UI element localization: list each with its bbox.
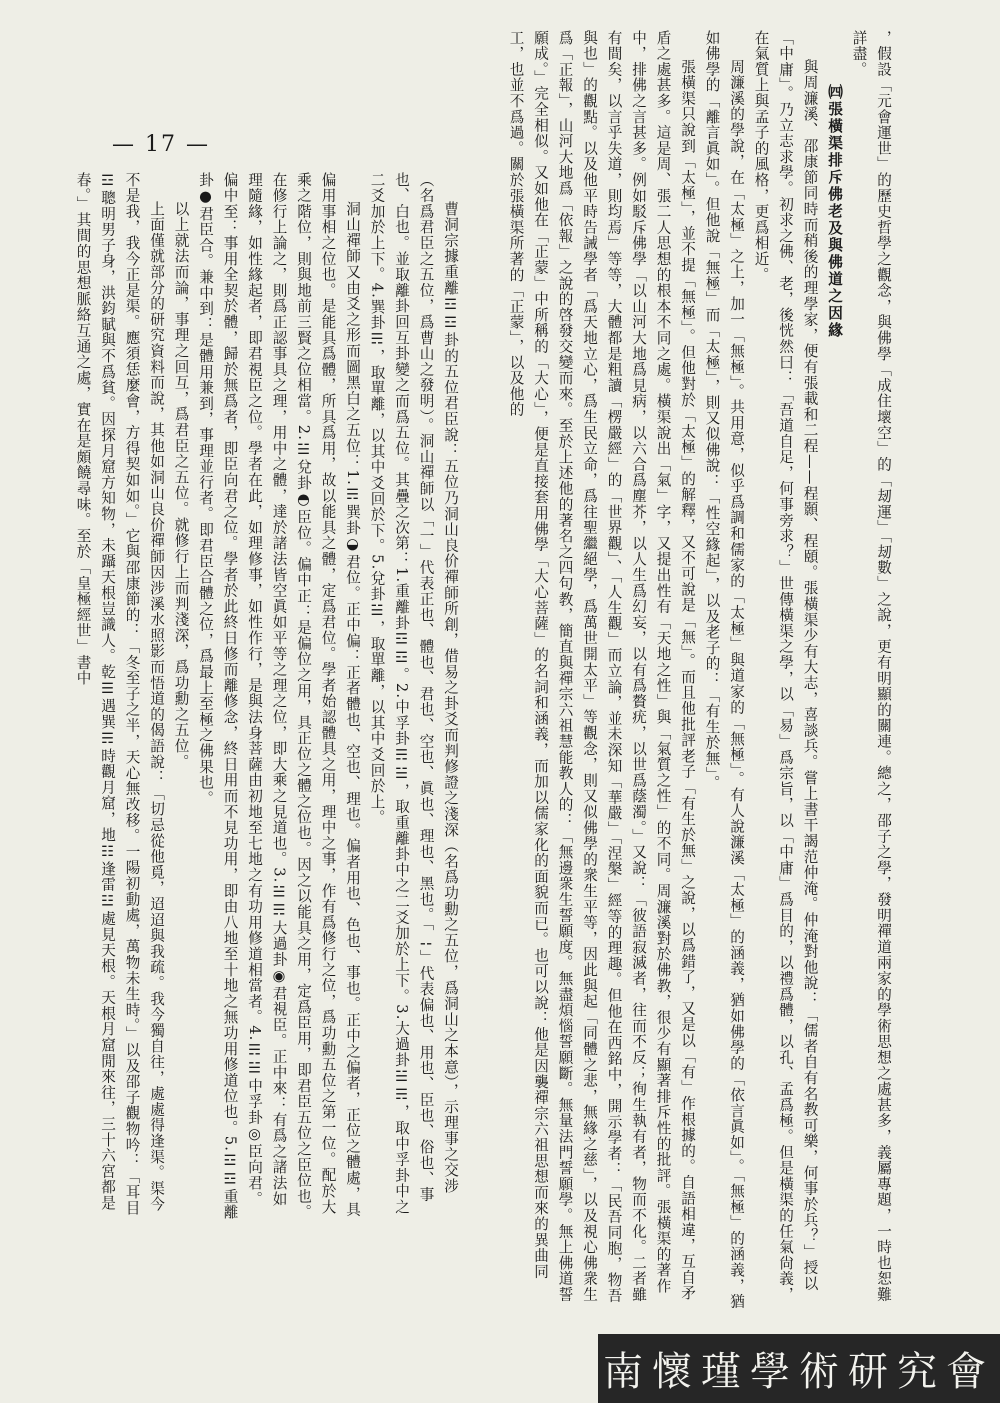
paragraph-zhang-hengqu: 與周濂溪、邵康節同時而稍後的理學家，便有張載和二程——程顥、程頤。張橫渠少有大志，喜談兵。嘗上書干謁范仲淹。仲淹對他說：「儒者自有名教可樂，何事於兵？」授以「中庸」。乃立志求學。初求之佛、老，後恍然曰：「吾道自足，何事旁求？」世傳橫渠之學，以「易」爲宗旨，以「中庸」爲目的，以禮爲體，以孔、孟爲極。但是橫渠的任氣尙義，在氣質上與孟子的風格，更爲相近。 (752, 30, 819, 1303)
publisher-watermark: 南懷瑾學術研究會 (598, 1334, 1000, 1403)
paragraph-dongshan-five-ranks: 洞山禪師又由爻之形而圖黑白之五位：1.☴巽卦◒君位。正中偏：正者體也、空也、理也。偏者用也、色也、事也。正中之偏者，正位之體處，具偏用事相之位也。是能具爲體，所具爲用，故以能具之體，定爲君位。學者始認體具之用，理中之事，作有爲修行之位，爲功勳五位之第一位。配於大乘之階位，則與地前三賢之位相當。2.☱兌卦◓臣位。偏中正：是偏位之用，具正位之體之位也。因之以能具之用，定爲臣用，即君臣五位之臣位也。在修行上論之，則爲正認事具之理，用中之體，達於諸法皆空眞如平等之理之位，即大乘之見道也。3.☱☴大過卦◉君視臣。正中來：有爲之諸法如理隨緣，如性緣起者，即君視臣之位。學者在此，如理修事，如性作行，是與法身菩薩由初地至七地之有功用修道相當者。4.☴☱中孚卦◎臣向君。偏中至：事用全契於體，歸於無爲者，即臣向君之位。學者於此終日修而離修念，終日用而不見功用，即由八地至十地之無功用修道位也。5.☲☲重離卦●君臣合。兼中到：是體用兼到，事理並行者。即君臣合體之位，爲最上至極之佛果也。 (197, 172, 361, 1221)
paragraph-caodong: 曹洞宗據重離☲☲卦的五位君臣說：五位乃洞山良价禪師所創，借易之卦爻而判修證之淺深（名爲功勳之五位，爲洞山之本意），示理事之交涉（名爲君臣之五位，爲曹山之發明）。洞山禪師以「一」代表正也、體也、君也、空也、眞也、理也、黑也。「⚋」代表偏也、用也、臣也、俗也、事也、白也。並取離卦回互卦變之而爲五位。其疊之次第：1.重離卦☲☲。2.中孚卦☴☱，取重離卦中之二爻加於上下。3.大過卦☱☴，取中孚卦中之二爻加於上下。4.巽卦☴，取單離，以其中爻回於下。5.兌卦☱，取單離，以其中爻回於上。 (368, 172, 459, 1215)
paragraph-zhou-lianxi: 周濂溪的學說，在「太極」之上，加一「無極」。共用意，似乎爲調和儒家的「太極」與道家的「無極」。有人說濂溪「太極」的涵義，猶如佛學的「依言眞如」。「無極」的涵義，猶如佛學的「離言眞如」。但他說「無極」而「太極」，則又似佛說：「性空緣起」，以及老子的：「有生於無」。 (703, 30, 745, 1310)
paragraph-gatha: 上面僅就部分的研究資料而說，其他如洞山良价禪師因涉溪水照影而悟道的偈語說：「切忌從他覓，迢迢與我疏。我今獨自往，處處得逢渠。渠今不是我，我今正是渠。應須恁麼會，方得契如如。」它與邵康節的：「冬至子之半，天心無改移。一陽初動處，萬物未生時。」以及邵子觀物吟：「耳目☲聰明男子身，洪鈞賦與不爲貧。因探月窟方知物，未躡天根豈識人。乾☰遇巽☴時觀月窟，地☷逢雷☳處見天根。天根月窟閒來往，三十六宮都是春。」其間的思想脈絡互通之處，實在是頗饒尋味。至於「皇極經世」書中 (74, 172, 165, 1216)
left-text-block (74, 172, 462, 1222)
intro-paragraph: ，假設「元會運世」的歷史哲學之觀念，與佛學「成住壞空」的「刼運」「刼數」之說，更有明顯的關連。總之，邵子之學，發明禪道兩家的學術思想之處甚多，義屬專題，一時也恕難詳盡。 (850, 30, 892, 1303)
paragraph-summary: 以上就法而論，事理之回互，爲君臣之五位。就修行上而判淺深，爲功勳之五位。 (172, 201, 190, 770)
right-text-block (505, 30, 895, 1310)
page-number: — 17 — (112, 132, 210, 157)
paragraph-taiji: 張橫渠只說到「太極」，並不提「無極」。但他對於「太極」的解釋，又不可說是「無」。而且他批評老子「有生於無」之說，以爲錯了，又是以「有」作根據的。自語相違，互自矛盾之處甚多。這是周、張二人思想的根本不同之處。橫渠說出「氣」字，又提出性有「天地之性」與「氣質之性」的不同。周濂溪對於佛教，很少有顯著排斥性的批評。張橫渠的著作中，排佛之言甚多。例如駁斥佛學「以山河大地爲見病，以六合爲塵芥，以人生爲幻妄，以有爲贅疣，以世爲蔭濁。」又說：「彼語寂滅者，往而不反；徇生執有者，物而不化。二者雖有間矣，以言乎失道，則均焉」等等，大體都是粗讀「楞嚴經」的「世界觀」、「人生觀」而立論，並未深知「華嚴」「涅槃」經等的理趣。但他在西銘中，開示學者：「民吾同胞，物吾與也」的觀點。以及他平時告誡學者「爲天地立心，爲生民立命，爲往聖繼絕學，爲萬世開太平」等觀念，則又似佛學的衆生平等，因此與起「同體之悲，無緣之慈」，以及視心佛衆生爲「正報」，山河大地爲「依報」之說的啓發交變而來。至於上述他的著名之四句教，簡直與禪宗六祖慧能教人的：「無邊衆生誓願度。無盡煩惱誓願斷。無量法門誓願學。無上佛道誓願成。」完全相似。又如他在「正蒙」中所稱的「大心」，便是直接套用佛學「大心菩薩」的名詞和涵義，而加以儒家化的面貌而已。也可以說：他是因襲禪宗六祖思想而來的異曲同工，也並不爲過。關於張橫渠所著的「正蒙」，以及他的 (507, 30, 696, 1304)
section-heading: ㈣張橫渠排斥佛老及與佛道之因緣 (826, 84, 843, 339)
